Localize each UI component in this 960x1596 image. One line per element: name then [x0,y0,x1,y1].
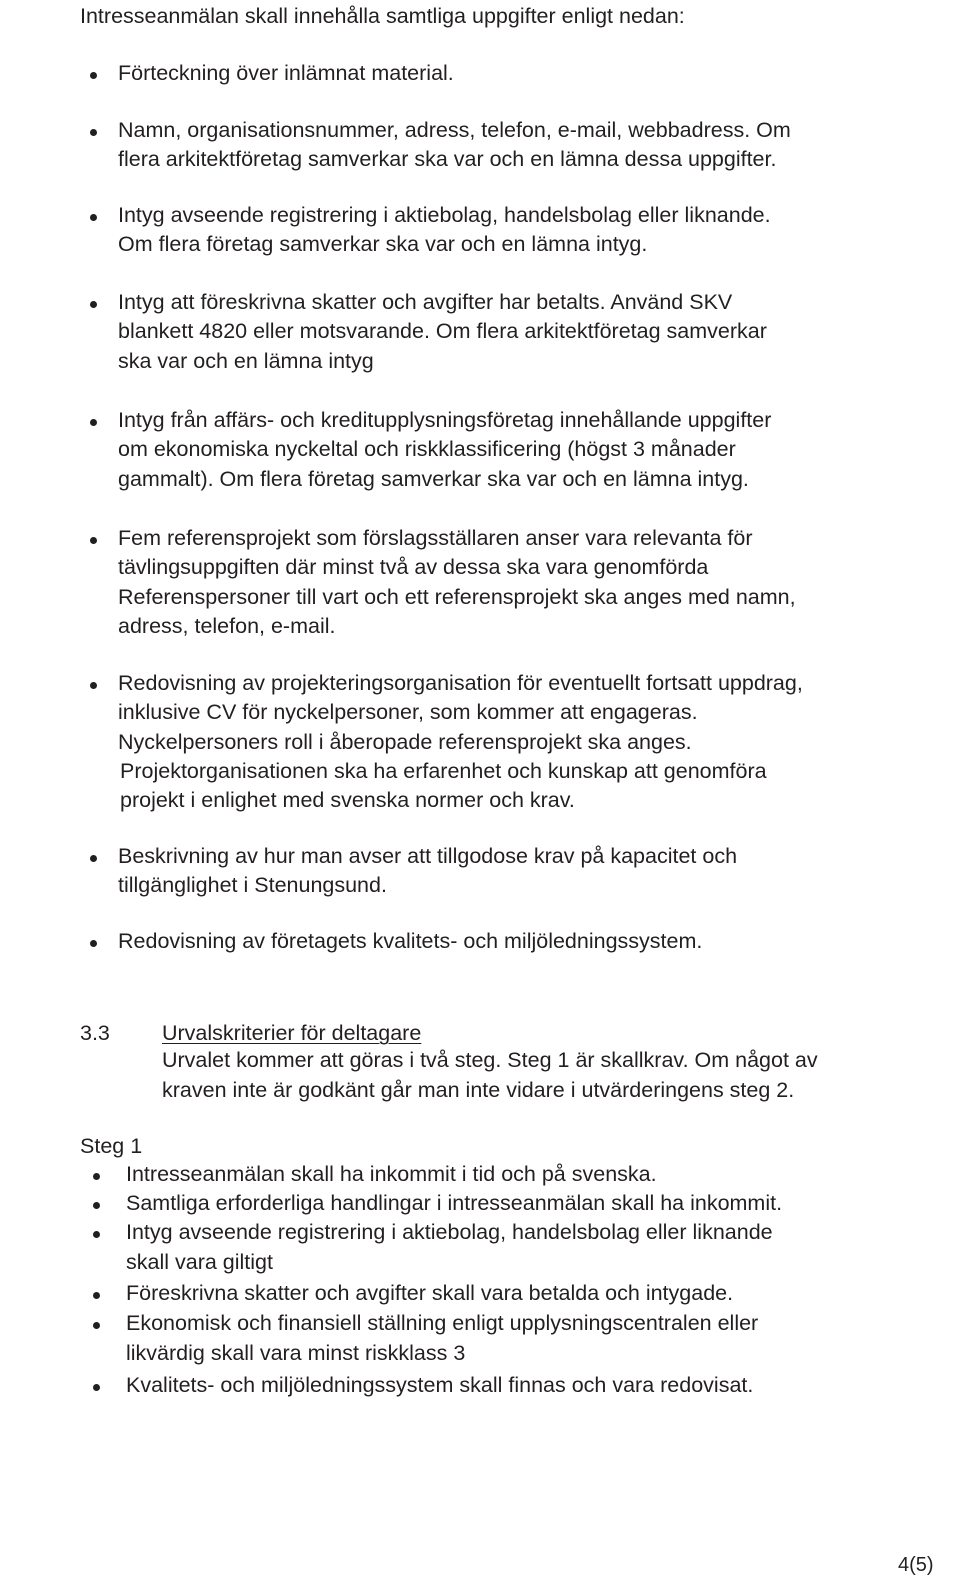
requirement-line: Redovisning av projekteringsorganisation för eventuellt fortsatt uppdrag, [118,671,803,695]
requirement-line: Intyg att föreskrivna skatter och avgifter har betalts. Använd SKV [118,290,733,314]
requirement-line: Beskrivning av hur man avser att tillgodose krav på kapacitet och [118,844,738,868]
bullet-icon [93,1292,100,1299]
criteria-line: Samtliga erforderliga handlingar i intresseanmälan skall ha inkommit. [126,1191,783,1215]
bullet-icon [90,419,97,426]
requirement-line: inklusive CV för nyckelpersoner, som kommer att engageras. [118,700,698,725]
bullet-icon [93,1231,100,1238]
requirement-line: adress, telefon, e-mail. [118,613,336,638]
requirement-line: Nyckelpersoners roll i åberopade referensprojekt ska anges. [118,729,692,754]
criteria-line: skall vara giltigt [126,1250,273,1274]
requirement-line: Intyg från affärs- och kreditupplysningsföretag innehållande uppgifter [118,408,772,432]
requirement-line: projekt i enlighet med svenska normer och krav. [120,788,575,813]
requirement-line: tillgänglighet i Stenungsund. [118,873,387,898]
bullet-icon [90,855,97,862]
requirement-line: Projektorganisationen ska ha erfarenhet och kunskap att genomföra [120,758,767,783]
criteria-line: Intresseanmälan skall ha inkommit i tid och på svenska. [126,1162,657,1186]
section-paragraph-line: Urvalet kommer att göras i två steg. Steg 1 är skallkrav. Om något av [162,1048,818,1072]
bullet-icon [90,301,97,308]
requirement-line: tävlingsuppgiften där minst två av dessa ska vara genomförda [118,555,709,580]
requirement-line: Förteckning över inlämnat material. [118,61,454,85]
requirement-line: om ekonomiska nyckeltal och riskklassificering (högst 3 månader [118,437,736,462]
requirement-line: ska var och en lämna intyg [118,348,374,373]
requirement-line: Om flera företag samverkar ska var och en lämna intyg. [118,232,648,257]
bullet-icon [90,72,97,79]
criteria-line: likvärdig skall vara minst riskklass 3 [126,1341,466,1365]
criteria-line: Föreskrivna skatter och avgifter skall vara betalda och intygade. [126,1281,734,1305]
requirement-line: Namn, organisationsnummer, adress, telefon, e-mail, webbadress. Om [118,118,791,142]
requirement-line: gammalt). Om flera företag samverkar ska var och en lämna intyg. [118,466,749,491]
bullet-icon [90,214,97,221]
bullet-icon [93,1202,100,1209]
bullet-icon [90,682,97,689]
bullet-icon [93,1322,100,1329]
bullet-icon [93,1384,100,1391]
requirement-line: Fem referensprojekt som förslagsställaren anser vara relevanta för [118,526,753,550]
bullet-icon [93,1173,100,1180]
section-heading: Urvalskriterier för deltagare [162,1021,422,1045]
intro-text: Intresseanmälan skall innehålla samtliga uppgifter enligt nedan: [80,4,685,28]
bullet-icon [90,537,97,544]
requirement-line: Redovisning av företagets kvalitets- och miljöledningssystem. [118,929,703,953]
bullet-icon [90,129,97,136]
section-paragraph-line: kraven inte är godkänt går man inte vidare i utvärderingens steg 2. [162,1078,795,1102]
bullet-icon [90,940,97,947]
requirement-line: blankett 4820 eller motsvarande. Om flera arkitektföretag samverkar [118,319,767,344]
requirement-line: Intyg avseende registrering i aktiebolag, handelsbolag eller liknande. [118,203,771,227]
criteria-line: Ekonomisk och finansiell ställning enligt upplysningscentralen eller [126,1311,759,1335]
requirement-line: flera arkitektföretag samverkar ska var och en lämna dessa uppgifter. [118,147,777,172]
criteria-line: Intyg avseende registrering i aktiebolag, handelsbolag eller liknande [126,1220,773,1244]
section-number: 3.3 [80,1021,110,1045]
criteria-line: Kvalitets- och miljöledningssystem skall finnas och vara redovisat. [126,1373,754,1397]
requirement-line: Referenspersoner till vart och ett referensprojekt ska anges med namn, [118,584,796,609]
page-number: 4(5) [898,1554,934,1576]
step-title: Steg 1 [80,1134,143,1158]
